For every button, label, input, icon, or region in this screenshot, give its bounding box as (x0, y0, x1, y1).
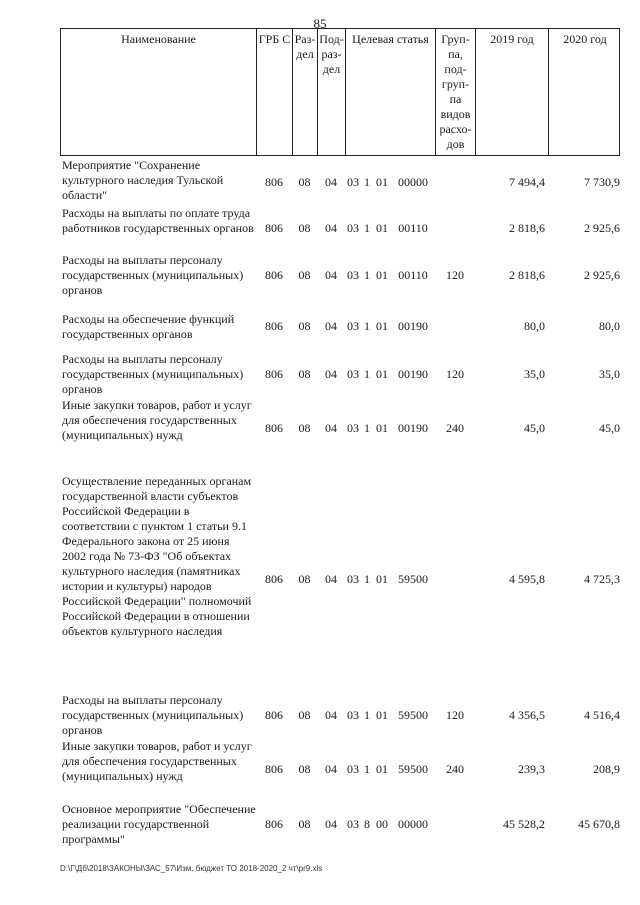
file-path-footer: D:\Г\Дб\2018\ЗАКОНЫ\ЗАС_57\Изм. бюджет ТО 2018-2020_2 чт\pr9.xls (60, 864, 323, 873)
row-podrazdel: 04 (325, 572, 337, 586)
row-value-2020: 2 925,6 (584, 268, 620, 282)
row-target-subprogram: 1 (364, 762, 370, 776)
row-razdel: 08 (298, 762, 311, 776)
row-value-2019: 80,0 (524, 319, 545, 333)
row-podrazdel: 04 (325, 221, 337, 235)
row-target-direction: 00110 (398, 221, 428, 235)
row-value-2019: 2 818,6 (509, 221, 545, 235)
row-target-program: 03 (347, 572, 359, 586)
row-target-program: 03 (347, 319, 359, 333)
row-target-event: 01 (376, 762, 388, 776)
row-value-2019: 239,3 (518, 762, 545, 776)
row-razdel: 08 (298, 268, 311, 282)
table-header (60, 28, 620, 156)
row-target-event: 01 (376, 708, 388, 722)
row-razdel: 08 (298, 367, 311, 381)
row-grbs: 806 (265, 367, 283, 381)
row-podrazdel: 04 (325, 268, 337, 282)
row-grbs: 806 (265, 762, 283, 776)
header-target-article: Целевая статья (346, 29, 436, 155)
row-grbs: 806 (265, 268, 283, 282)
row-target-program: 03 (347, 762, 359, 776)
row-target-program: 03 (347, 367, 359, 381)
row-grbs: 806 (265, 572, 283, 586)
row-value-2019: 7 494,4 (509, 175, 545, 189)
row-group: 240 (446, 762, 464, 776)
header-razdel: Раз- дел (293, 29, 318, 155)
row-value-2020: 45,0 (599, 421, 620, 435)
row-group: 240 (446, 421, 464, 435)
table-body (60, 156, 620, 856)
row-name: Осуществление переданных органам государственной власти субъектов Российской Федерации в соответствии с пунктом 1 статьи 9.1 Федерального закона от 25 июня 2002 года № 73-ФЗ "Об объектах культурного наследия (памятниках истории и культуры) народов Российской Федерации" полномочий Российской Федерации в отношении объектов культурного наследия (62, 474, 252, 638)
row-target-direction: 59500 (398, 572, 428, 586)
row-name: Основное мероприятие "Обеспечение реализации государственной программы" (62, 802, 256, 846)
header-name: Наименование (61, 29, 257, 155)
row-podrazdel: 04 (325, 708, 337, 722)
page-number: 85 (313, 16, 327, 31)
row-name: Расходы на выплаты по оплате труда работников государственных органов (62, 206, 254, 235)
row-razdel: 08 (298, 708, 311, 722)
row-target-subprogram: 1 (364, 572, 370, 586)
row-target-subprogram: 1 (364, 708, 370, 722)
row-podrazdel: 04 (325, 175, 337, 189)
row-grbs: 806 (265, 221, 283, 235)
row-name: Расходы на выплаты персоналу государственных (муниципальных) органов (62, 253, 244, 297)
row-target-event: 01 (376, 268, 388, 282)
row-target-subprogram: 1 (364, 221, 370, 235)
row-value-2020: 35,0 (599, 367, 620, 381)
row-target-direction: 00000 (398, 817, 428, 831)
row-target-event: 01 (376, 367, 388, 381)
row-target-direction: 59500 (398, 762, 428, 776)
header-year-2019: 2019 год (476, 29, 549, 155)
row-value-2019: 45,0 (524, 421, 545, 435)
row-razdel: 08 (298, 421, 311, 435)
row-name: Иные закупки товаров, работ и услуг для обеспечения государственных (муниципальных) нужд (62, 739, 252, 783)
row-target-event: 01 (376, 221, 388, 235)
row-target-event: 00 (376, 817, 388, 831)
row-target-subprogram: 1 (364, 421, 370, 435)
budget-table (60, 28, 620, 846)
row-target-program: 03 (347, 817, 359, 831)
row-name: Мероприятие "Сохранение культурного наследия Тульской области" (62, 158, 224, 202)
row-target-direction: 00190 (398, 421, 428, 435)
row-name: Расходы на выплаты персоналу государственных (муниципальных) органов (62, 693, 244, 737)
header-year-2020: 2020 год (563, 32, 607, 46)
row-razdel: 08 (298, 221, 311, 235)
header-expense-group: Груп- па, под- груп- па видов расхо- дов (436, 29, 476, 155)
row-grbs: 806 (265, 175, 283, 189)
header-grbs: ГРБ С (257, 29, 293, 155)
row-target-program: 03 (347, 708, 359, 722)
row-value-2020: 45 670,8 (578, 817, 620, 831)
row-value-2019: 2 818,6 (509, 268, 545, 282)
row-razdel: 08 (298, 319, 311, 333)
row-razdel: 08 (298, 817, 311, 831)
row-target-event: 01 (376, 175, 388, 189)
row-target-direction: 00190 (398, 319, 428, 333)
header-podrazdel: Под- раз- дел (318, 29, 346, 155)
row-target-event: 01 (376, 319, 388, 333)
row-value-2019: 45 528,2 (503, 817, 545, 831)
row-name: Иные закупки товаров, работ и услуг для обеспечения государственных (муниципальных) нужд (62, 398, 252, 442)
row-target-subprogram: 1 (364, 367, 370, 381)
row-target-subprogram: 8 (364, 817, 370, 831)
row-podrazdel: 04 (325, 762, 337, 776)
row-target-direction: 00000 (398, 175, 428, 189)
row-value-2020: 2 925,6 (584, 221, 620, 235)
row-group: 120 (446, 367, 464, 381)
row-target-program: 03 (347, 221, 359, 235)
row-podrazdel: 04 (325, 367, 337, 381)
row-value-2020: 7 730,9 (584, 175, 620, 189)
row-grbs: 806 (265, 319, 283, 333)
row-name: Расходы на обеспечение функций государственных органов (62, 312, 235, 341)
row-target-direction: 59500 (398, 708, 428, 722)
row-group: 120 (446, 708, 464, 722)
row-group: 120 (446, 268, 464, 282)
row-podrazdel: 04 (325, 817, 337, 831)
row-grbs: 806 (265, 708, 283, 722)
row-value-2019: 4 595,8 (509, 572, 545, 586)
row-target-program: 03 (347, 421, 359, 435)
row-target-subprogram: 1 (364, 268, 370, 282)
row-razdel: 08 (298, 572, 311, 586)
row-value-2020: 208,9 (593, 762, 620, 776)
row-value-2019: 35,0 (524, 367, 545, 381)
row-value-2019: 4 356,5 (509, 708, 545, 722)
row-target-direction: 00110 (398, 268, 428, 282)
row-target-subprogram: 1 (364, 175, 370, 189)
row-grbs: 806 (265, 817, 283, 831)
row-value-2020: 80,0 (599, 319, 620, 333)
row-target-event: 01 (376, 572, 388, 586)
row-name: Расходы на выплаты персоналу государственных (муниципальных) органов (62, 352, 244, 396)
row-target-program: 03 (347, 268, 359, 282)
row-podrazdel: 04 (325, 319, 337, 333)
row-target-direction: 00190 (398, 367, 428, 381)
row-podrazdel: 04 (325, 421, 337, 435)
row-target-event: 01 (376, 421, 388, 435)
row-value-2020: 4 725,3 (584, 572, 620, 586)
row-grbs: 806 (265, 421, 283, 435)
row-value-2020: 4 516,4 (584, 708, 620, 722)
row-target-program: 03 (347, 175, 359, 189)
row-razdel: 08 (298, 175, 311, 189)
row-target-subprogram: 1 (364, 319, 370, 333)
